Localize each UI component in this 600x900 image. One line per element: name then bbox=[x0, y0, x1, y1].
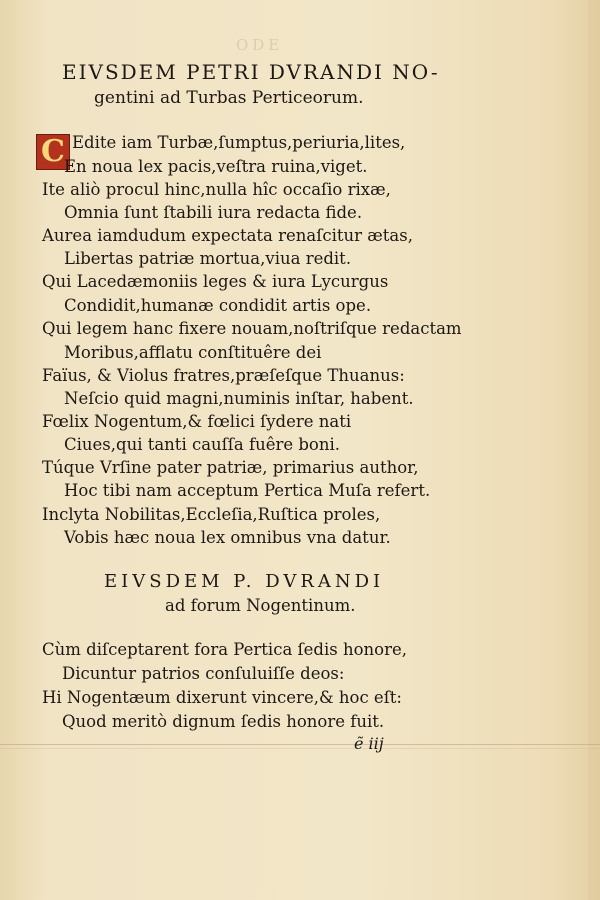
page-title: EIVSDEM PETRI DVRANDI NO- bbox=[62, 60, 440, 84]
poem-line: Condidit,humanæ condidit artis ope. bbox=[64, 296, 372, 315]
page-fold-line bbox=[0, 744, 600, 745]
poem-line: Vobis hæc noua lex omnibus vna datur. bbox=[64, 528, 391, 547]
poem-line: Libertas patriæ mortua,viua redit. bbox=[64, 249, 352, 268]
drop-cap-initial: C bbox=[36, 134, 70, 170]
poem-line: Faïus, & Violus fratres,præſeſque Thuanus: bbox=[42, 366, 405, 385]
poem-line: Ciues,qui tanti cauſſa fuêre boni. bbox=[64, 435, 341, 454]
poem-line: Hoc tibi nam acceptum Pertica Muſa refert. bbox=[64, 481, 431, 500]
poem-line: Edite iam Turbæ,ſumptus,periuria,lites, bbox=[72, 133, 406, 152]
poem-line: En noua lex pacis,veſtra ruina,viget. bbox=[64, 157, 368, 176]
section-subtitle: ad forum Nogentinum. bbox=[165, 596, 356, 615]
signature-mark: ẽ iij bbox=[354, 734, 384, 753]
poem-line: Fœlix Nogentum,& fœlici ſydere nati bbox=[42, 412, 352, 431]
poem-line: Qui Lacedæmoniis leges & iura Lycurgus bbox=[42, 272, 389, 291]
poem-line: Qui legem hanc fixere nouam,noſtriſque redactam bbox=[42, 319, 462, 338]
page-fold-line-faint bbox=[0, 748, 600, 749]
bleed-through-heading: ODE bbox=[236, 36, 284, 54]
poem-line: Neſcio quid magni,numinis inſtar, habent. bbox=[64, 389, 414, 408]
page-subtitle: gentini ad Turbas Perticeorum. bbox=[94, 88, 364, 108]
poem-line: Aurea iamdudum expectata renaſcitur ætas, bbox=[42, 226, 413, 245]
bleed-through-text bbox=[472, 118, 600, 758]
poem-line: Cùm diſceptarent fora Pertica ſedis honore, bbox=[42, 640, 407, 659]
poem-line: Túque Vrſine pater patriæ, primarius author, bbox=[42, 458, 419, 477]
poem-line: Quod meritò dignum ſedis honore fuit. bbox=[62, 712, 385, 731]
poem-line: Dicuntur patrios conſuluiſſe deos: bbox=[62, 664, 345, 683]
poem-line: Inclyta Nobilitas,Eccleſia,Ruſtica proles, bbox=[42, 505, 381, 524]
poem-line: Ite aliò procul hinc,nulla hîc occaſio rixæ, bbox=[42, 180, 391, 199]
section-title: EIVSDEM P. DVRANDI bbox=[104, 571, 385, 592]
poem-line: Moribus,afflatu conſtituêre dei bbox=[64, 343, 322, 362]
poem-line: Omnia ſunt ſtabili iura redacta fide. bbox=[64, 203, 363, 222]
poem-line: Hi Nogentæum dixerunt vincere,& hoc eſt: bbox=[42, 688, 402, 707]
